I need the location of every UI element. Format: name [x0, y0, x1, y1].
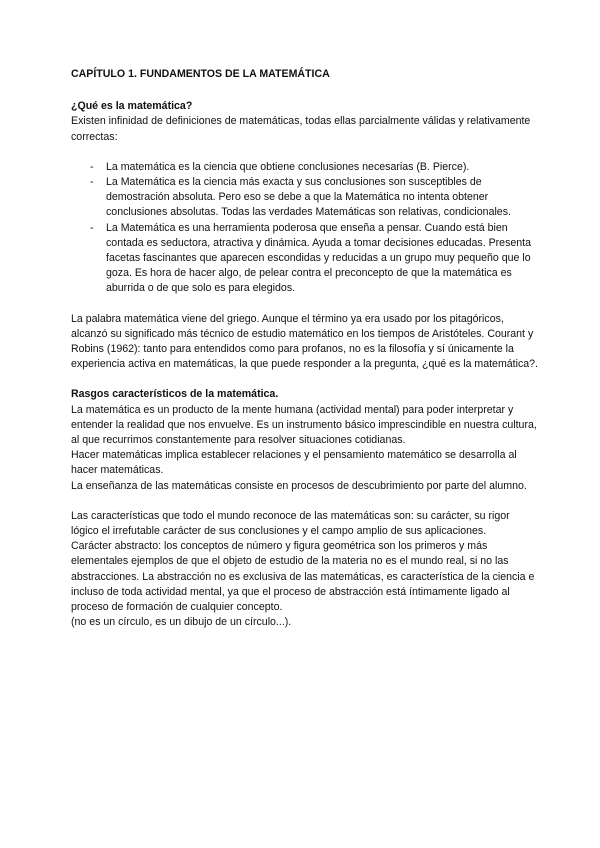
body-paragraph: Hacer matemáticas implica establecer relaciones y el pensamiento matemático se desarrolla al hacer matemáticas.: [71, 449, 517, 477]
section-heading-rasgos: Rasgos característicos de la matemática.: [71, 388, 279, 401]
definitions-list: [71, 160, 540, 297]
body-paragraph: Las características que todo el mundo reconoce de las matemáticas son: su carácter, su rigor lógico el irrefutable carácter de sus conclusiones y el campo amplio de sus aplicaciones.: [71, 509, 510, 538]
list-item-text: La Matemática es una herramienta poderosa que enseña a pensar. Cuando está bien contada es seductora, atractiva y dinámica. Ayuda a tomar decisiones educadas. Presenta facetas fascinantes que aparecen escondidas y reducidas a un grupo muy pequeño que lo goza. Es hora de hacer algo, de pelear contra el preconcepto de que la matemática es aburrida o de que solo es para elegidos.: [106, 221, 531, 295]
list-item: [71, 221, 540, 297]
bullet-dash: -: [90, 160, 94, 173]
body-paragraph: La matemática es un producto de la mente humana (actividad mental) para poder interpretar y entender la realidad que nos envuelve. Es un instrumento básico imprescindible en nuestra cultura, al que recurrimos constantemente para resolver situaciones cotidianas.: [71, 403, 537, 447]
bullet-dash: -: [90, 176, 94, 189]
section-heading-que-es: ¿Qué es la matemática?: [71, 100, 193, 113]
body-paragraph: La enseñanza de las matemáticas consiste en procesos de descubrimiento por parte del alumno.: [71, 479, 527, 492]
bullet-dash: -: [90, 221, 94, 234]
list-item: [71, 160, 540, 175]
body-paragraph: (no es un círculo, es un dibujo de un círculo...).: [71, 616, 292, 629]
intro-paragraph: Existen infinidad de definiciones de matemáticas, todas ellas parcialmente válidas y relativamente correctas:: [71, 115, 531, 143]
list-item-text: La matemática es la ciencia que obtiene conclusiones necesarias (B. Pierce).: [106, 160, 470, 173]
chapter-title: CAPÍTULO 1. FUNDAMENTOS DE LA MATEMÁTICA: [71, 68, 330, 80]
etymology-paragraph: La palabra matemática viene del griego. Aunque el término ya era usado por los pitagóricos, alcanzó su significado más técnico de estudio matemático en los tiempos de Aristóteles. Courant y Robins (1962): tanto para entendidos como para profanos, no es la filosofía y sí únicamente la experiencia activa en matemáticas, la que puede responder a la pregunta, ¿qué es la matemática?.: [71, 312, 538, 371]
body-paragraph: Carácter abstracto: los conceptos de número y figura geométrica son los primeros y más elementales ejemplos de que el objeto de estudio de la materia no es el mundo real, si no las abstracciones. La abstracción no es exclusiva de las matemáticas, es característica de la ciencia e incluso de toda actividad mental, ya que el proceso de abstracción está íntimamente ligado al proceso de formación de cualquier concepto.: [71, 540, 535, 614]
list-item-text: La Matemática es la ciencia más exacta y sus conclusiones son susceptibles de demostración absoluta. Pero eso se debe a que la Matemática no intenta obtener conclusiones absolutas. Todas las verdades Matemáticas son relativas, condicionales.: [106, 176, 511, 219]
list-item: [71, 175, 540, 221]
